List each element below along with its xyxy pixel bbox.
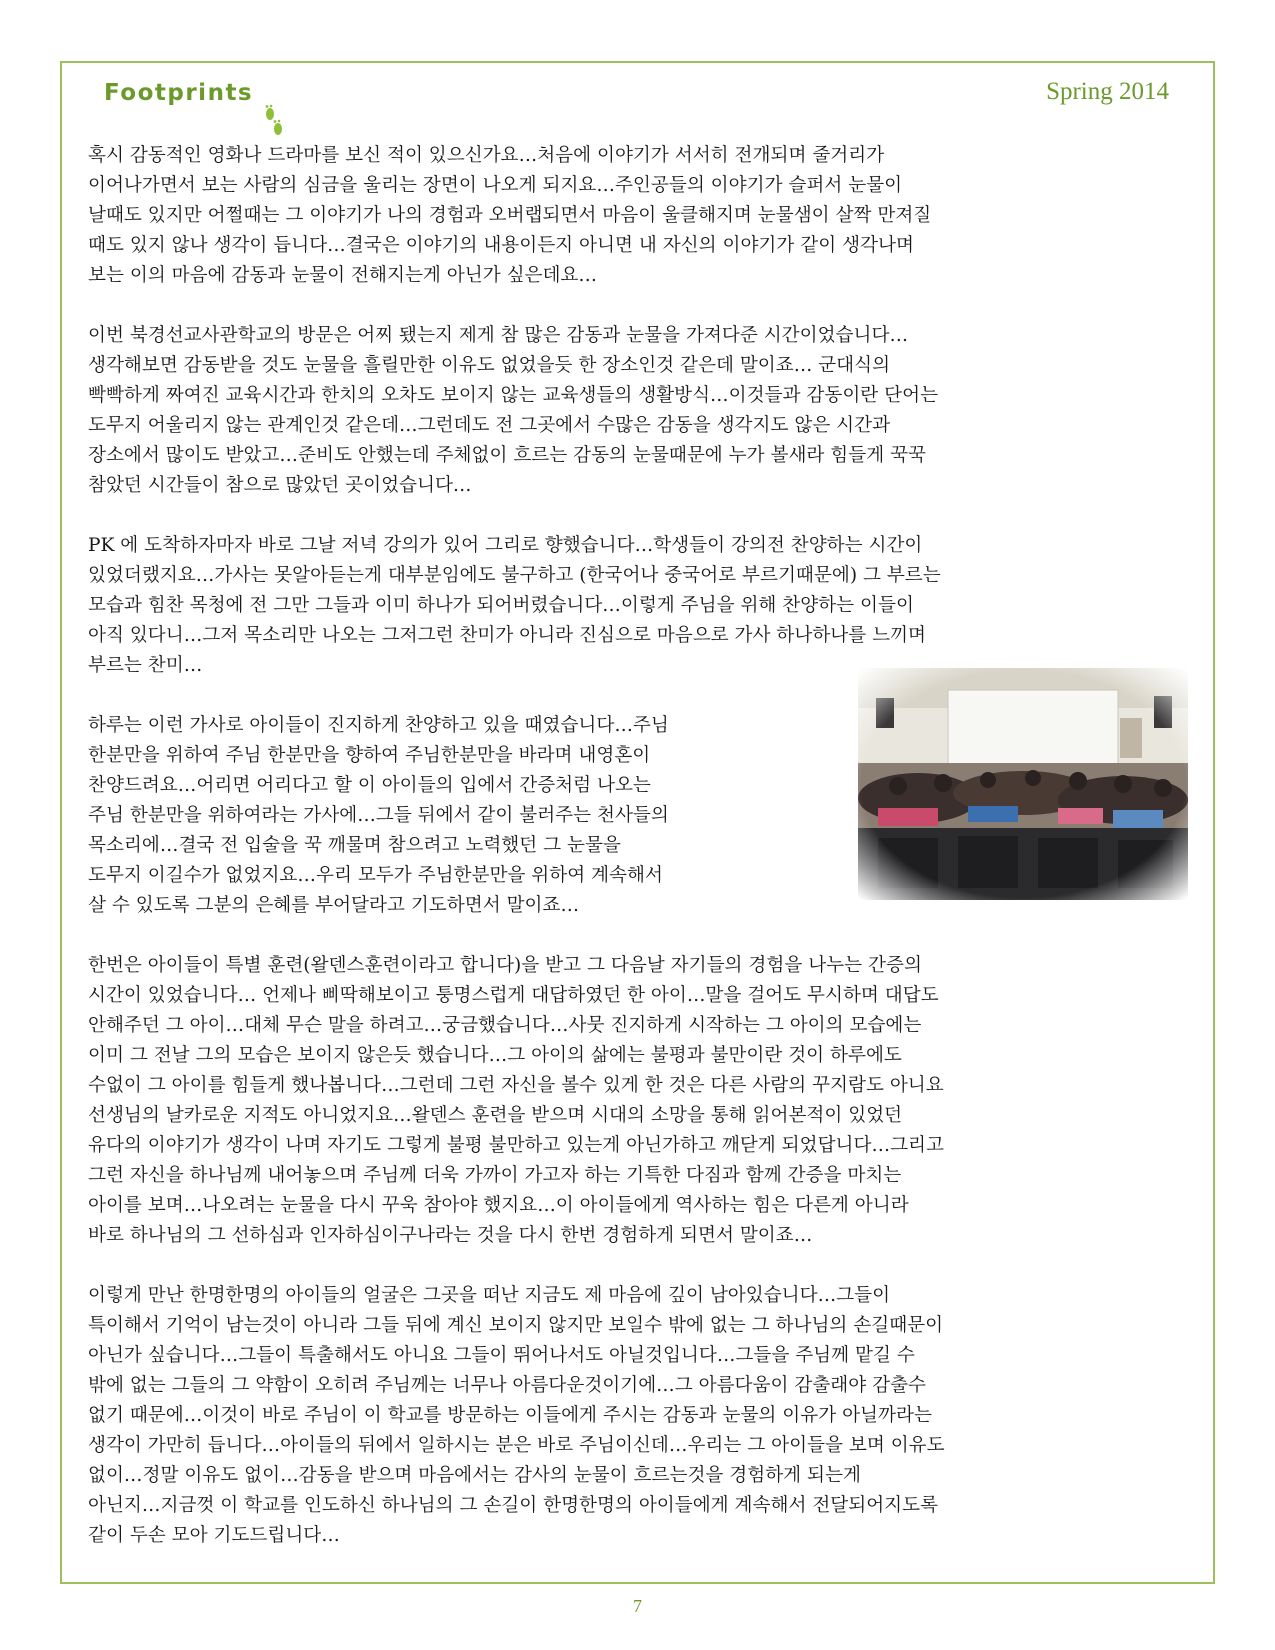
text-line: 살 수 있도록 그분의 은혜를 부어달라고 기도하면서 말이죠… — [88, 895, 580, 916]
text-line: 날때도 있지만 어쩔때는 그 이야기가 나의 경험과 오버랩되면서 마음이 울클해지며 눈물샘이 살짝 만져질 — [88, 205, 932, 226]
text-line: 아이를 보며…나오려는 눈물을 다시 꾸욱 참아야 했지요…이 아이들에게 역사하는 힘은 다른게 아니라 — [88, 1195, 909, 1216]
text-line: 도무지 이길수가 없었지요…우리 모두가 주님한분만을 위하여 계속해서 — [88, 865, 663, 886]
footprints-icon — [262, 104, 286, 138]
text-line: 수없이 그 아이를 힘들게 했나봅니다…그런데 그런 자신을 볼수 있게 한 것은 다른 사람의 꾸지람도 아니요 — [88, 1075, 944, 1096]
paragraph-1 — [88, 141, 1188, 291]
text-line: 장소에서 많이도 받았고…준비도 안했는데 주체없이 흐르는 감동의 눈물때문에 누가 볼새라 힘들게 꾹꾹 — [88, 445, 926, 466]
text-line: 안해주던 그 아이…대체 무슨 말을 하려고…궁금했습니다…사뭇 진지하게 시작하는 그 아이의 모습에는 — [88, 1015, 922, 1036]
text-line: 바로 하나님의 그 선하심과 인자하심이구나라는 것을 다시 한번 경험하게 되면서 말이죠… — [88, 1225, 813, 1246]
text-line: 같이 두손 모아 기도드립니다… — [88, 1525, 340, 1546]
page-number: 7 — [633, 1596, 642, 1616]
text-line: 생각해보면 감동받을 것도 눈물을 흘릴만한 이유도 없었을듯 한 장소인것 같은데 말이죠… 군대식의 — [88, 355, 891, 376]
newsletter-logo: Footprints — [104, 80, 254, 106]
classroom-photo-image — [858, 668, 1188, 900]
text-line: 생각이 가만히 듭니다…아이들의 뒤에서 일하시는 분은 바로 주님이신데…우리는 그 아이들을 보며 이유도 — [88, 1435, 945, 1456]
issue-date: Spring 2014 — [1046, 78, 1169, 105]
text-line: 때도 있지 않나 생각이 듭니다…결국은 이야기의 내용이든지 아니면 내 자신의 이야기가 같이 생각나며 — [88, 235, 914, 256]
text-line: 빡빡하게 짜여진 교육시간과 한치의 오차도 보이지 않는 교육생들의 생활방식…이것들과 감동이란 단어는 — [88, 385, 939, 406]
text-line: 유다의 이야기가 생각이 나며 자기도 그렇게 불평 불만하고 있는게 아닌가하고 깨닫게 되었답니다…그리고 — [88, 1135, 944, 1156]
text-line: 아직 있다니…그저 목소리만 나오는 그저그런 찬미가 아니라 진심으로 마음으로 가사 하나하나를 느끼며 — [88, 625, 926, 646]
text-line: 있었더랬지요…가사는 못알아듣는게 대부분임에도 불구하고 (한국어나 중국어로 부르기때문에) 그 부르는 — [88, 565, 941, 586]
text-line: 주님 한분만을 위하여라는 가사에…그들 뒤에서 같이 불러주는 천사들의 — [88, 805, 669, 826]
text-line: 이렇게 만난 한명한명의 아이들의 얼굴은 그곳을 떠난 지금도 제 마음에 깊이 남아있습니다…그들이 — [88, 1285, 891, 1306]
text-line: PK 에 도착하자마자 바로 그날 저녁 강의가 있어 그리로 향했습니다…학생들이 강의전 찬양하는 시간이 — [88, 535, 923, 556]
paragraph-6 — [88, 1281, 1188, 1551]
text-line: 모습과 힘찬 목청에 전 그만 그들과 이미 하나가 되어버렸습니다…이렇게 주님을 위해 찬양하는 이들이 — [88, 595, 914, 616]
text-line: 밖에 없는 그들의 그 약함이 오히려 주님께는 너무나 아름다운것이기에…그 아름다움이 감출래야 감출수 — [88, 1375, 926, 1396]
text-line: 목소리에…결국 전 입술을 꾹 깨물며 참으려고 노력했던 그 눈물을 — [88, 835, 621, 856]
text-line: 부르는 찬미… — [88, 655, 203, 676]
text-line: 찬양드려요…어리면 어리다고 할 이 아이들의 입에서 간증처럼 나오는 — [88, 775, 651, 796]
text-line: 도무지 어울리지 않는 관계인것 같은데…그런데도 전 그곳에서 수많은 감동을 생각지도 않은 시간과 — [88, 415, 891, 436]
text-line: 이어나가면서 보는 사람의 심금을 울리는 장면이 나오게 되지요…주인공들의 이야기가 슬퍼서 눈물이 — [88, 175, 903, 196]
text-line: 이번 북경선교사관학교의 방문은 어찌 됐는지 제게 참 많은 감동과 눈물을 가져다준 시간이었습니다… — [88, 325, 909, 346]
paragraph-5 — [88, 951, 1188, 1251]
text-line: 선생님의 날카로운 지적도 아니었지요…왈덴스 훈련을 받으며 시대의 소망을 통해 읽어본적이 있었던 — [88, 1105, 903, 1126]
text-line: 없이…정말 이유도 없이…감동을 받으며 마음에서는 감사의 눈물이 흐르는것을 경험하게 되는게 — [88, 1465, 861, 1486]
text-line: 시간이 있었습니다… 언제나 삐딱해보이고 퉁명스럽게 대답하였던 한 아이…말을 걸어도 무시하며 대답도 — [88, 985, 939, 1006]
text-line: 참았던 시간들이 참으로 많았던 곳이었습니다… — [88, 475, 472, 496]
text-line: 한번은 아이들이 특별 훈련(왈덴스훈련이라고 합니다)을 받고 그 다음날 자기들의 경험을 나누는 간증의 — [88, 955, 922, 976]
text-line: 혹시 감동적인 영화나 드라마를 보신 적이 있으신가요…처음에 이야기가 서서히 전개되며 줄거리가 — [88, 145, 885, 166]
text-line: 없기 때문에…이것이 바로 주님이 이 학교를 방문하는 이들에게 주시는 감동과 눈물의 이유가 아닐까라는 — [88, 1405, 932, 1426]
classroom-photo — [858, 668, 1188, 900]
text-line: 이미 그 전날 그의 모습은 보이지 않은듯 했습니다…그 아이의 삶에는 불평과 불만이란 것이 하루에도 — [88, 1045, 902, 1066]
text-line: 보는 이의 마음에 감동과 눈물이 전해지는게 아닌가 싶은데요… — [88, 265, 598, 286]
text-line: 한분만을 위하여 주님 한분만을 향하여 주님한분만을 바라며 내영혼이 — [88, 745, 651, 766]
paragraph-2 — [88, 321, 1188, 501]
text-line: 그런 자신을 하나님께 내어놓으며 주님께 더욱 가까이 가고자 하는 기특한 다짐과 함께 간증을 마치는 — [88, 1165, 902, 1186]
text-line: 특이해서 기억이 남는것이 아니라 그들 뒤에 계신 보이지 않지만 보일수 밖에 없는 그 하나님의 손길때문이 — [88, 1315, 944, 1336]
paragraph-3 — [88, 531, 1188, 681]
text-line: 하루는 이런 가사로 아이들이 진지하게 찬양하고 있을 때였습니다…주님 — [88, 715, 669, 736]
text-line: 아닌지…지금껏 이 학교를 인도하신 하나님의 그 손길이 한명한명의 아이들에게 계속해서 전달되어지도록 — [88, 1495, 939, 1516]
text-line: 아닌가 싶습니다…그들이 특출해서도 아니요 그들이 뛰어나서도 아닐것입니다…그들을 주님께 맡길 수 — [88, 1345, 915, 1366]
